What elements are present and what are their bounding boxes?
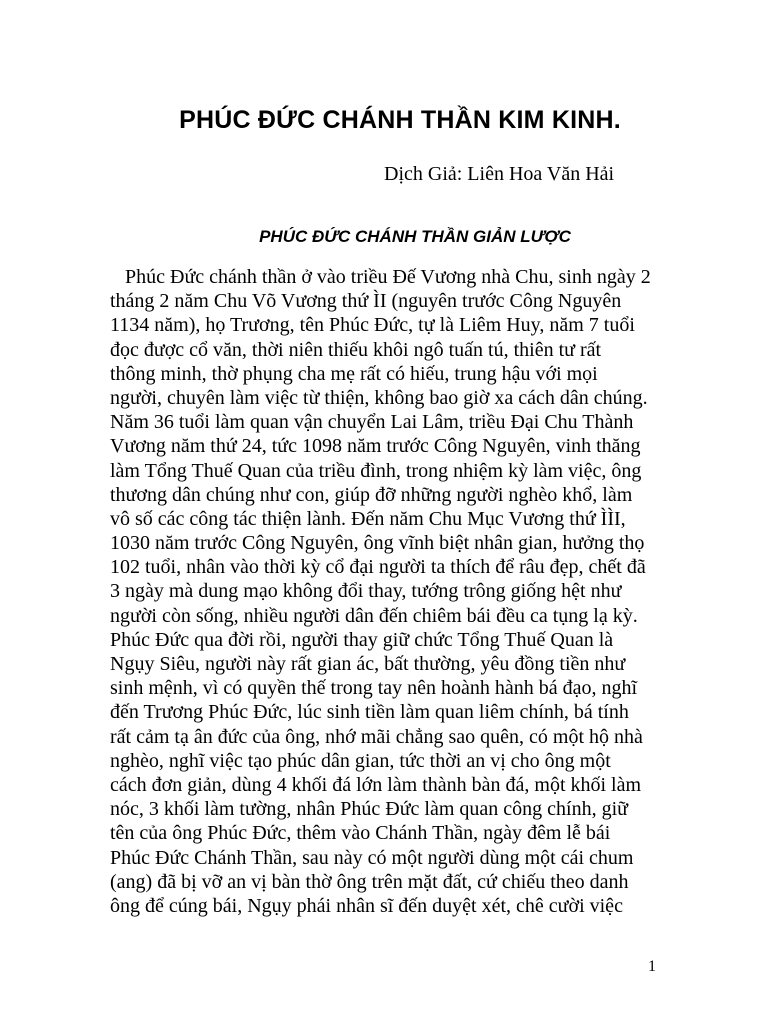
body-line: Ngụy Siêu, người này rất gian ác, bất thường, yêu đồng tiền như <box>110 653 626 675</box>
body-paragraph <box>110 265 670 918</box>
body-line: rất cảm tạ ân đức của ông, nhớ mãi chẳng sao quên, có một hộ nhà <box>110 725 643 748</box>
body-line: ông để cúng bái, Ngụy phái nhân sĩ đến duyệt xét, chê cười việc <box>110 894 623 917</box>
body-line: 1134 năm), họ Trương, tên Phúc Đức, tự là Liêm Huy, năm 7 tuổi <box>110 314 635 337</box>
document-title: PHÚC ĐỨC CHÁNH THẦN KIM KINH. <box>179 106 621 134</box>
body-line: vô số các công tác thiện lành. Đến năm Chu Mục Vương thứ ÌÌI, <box>110 507 626 530</box>
body-line: đọc được cổ văn, thời niên thiếu khôi ngô tuấn tú, thiên tư rất <box>110 338 602 361</box>
body-line: 1030 năm trước Công Nguyên, ông vĩnh biệt nhân gian, hưởng thọ <box>110 532 645 555</box>
body-line: thông minh, thờ phụng cha mẹ rất có hiếu, trung hậu với mọi <box>110 362 598 385</box>
page-number: 1 <box>648 958 656 975</box>
body-line: làm Tổng Thuế Quan của triều đình, trong nhiệm kỳ làm việc, ông <box>110 459 642 482</box>
body-line: (ang) đã bị vỡ an vị bàn thờ ông trên mặt đất, cứ chiếu theo danh <box>110 870 629 893</box>
body-line: nóc, 3 khối làm tường, nhân Phúc Đức làm quan công chính, giữ <box>110 798 629 821</box>
body-line: Vương năm thứ 24, tức 1098 năm trước Công Nguyên, vinh thăng <box>110 435 641 458</box>
body-line: thương dân chúng như con, giúp đỡ những người nghèo khổ, làm <box>110 483 633 506</box>
body-line: tên của ông Phúc Đức, thêm vào Chánh Thần, ngày đêm lễ bái <box>110 822 611 845</box>
body-line: người, chuyên làm việc từ thiện, không bao giờ xa cách dân chúng. <box>110 386 648 409</box>
body-line: Năm 36 tuổi làm quan vận chuyển Lai Lâm, triều Đại Chu Thành <box>110 411 634 434</box>
body-line: tháng 2 năm Chu Võ Vương thứ ÌI (nguyên trước Công Nguyên <box>110 290 622 313</box>
body-line: nghèo, nghĩ việc tạo phúc dân gian, tức thời an vị cho ông một <box>110 749 611 772</box>
translator-credit: Dịch Giả: Liên Hoa Văn Hải <box>384 163 615 185</box>
section-title: PHÚC ĐỨC CHÁNH THẦN GIẢN LƯỢC <box>259 227 571 246</box>
body-line: Phúc Đức Chánh Thần, sau này có một người dùng một cái chum <box>110 846 634 869</box>
body-line: Phúc Đức chánh thần ở vào triều Đế Vương nhà Chu, sinh ngày 2 <box>125 266 651 288</box>
body-line: sinh mệnh, vì có quyền thế trong tay nên hoành hành bá đạo, nghĩ <box>110 677 638 700</box>
body-line: cách đơn giản, dùng 4 khối đá lớn làm thành bàn đá, một khối làm <box>110 773 642 796</box>
body-line: đến Trương Phúc Đức, lúc sinh tiền làm quan liêm chính, bá tính <box>110 701 629 724</box>
body-line: người còn sống, nhiều người dân đến chiêm bái đều ca tụng lạ kỳ. <box>110 604 638 627</box>
body-line: Phúc Đức qua đời rồi, người thay giữ chức Tổng Thuế Quan là <box>110 628 614 651</box>
body-line: 3 ngày mà dung mạo không đổi thay, tướng trông giống hệt như <box>110 580 622 603</box>
body-line: 102 tuổi, nhân vào thời kỳ cổ đại người ta thích để râu đẹp, chết đã <box>110 556 646 579</box>
